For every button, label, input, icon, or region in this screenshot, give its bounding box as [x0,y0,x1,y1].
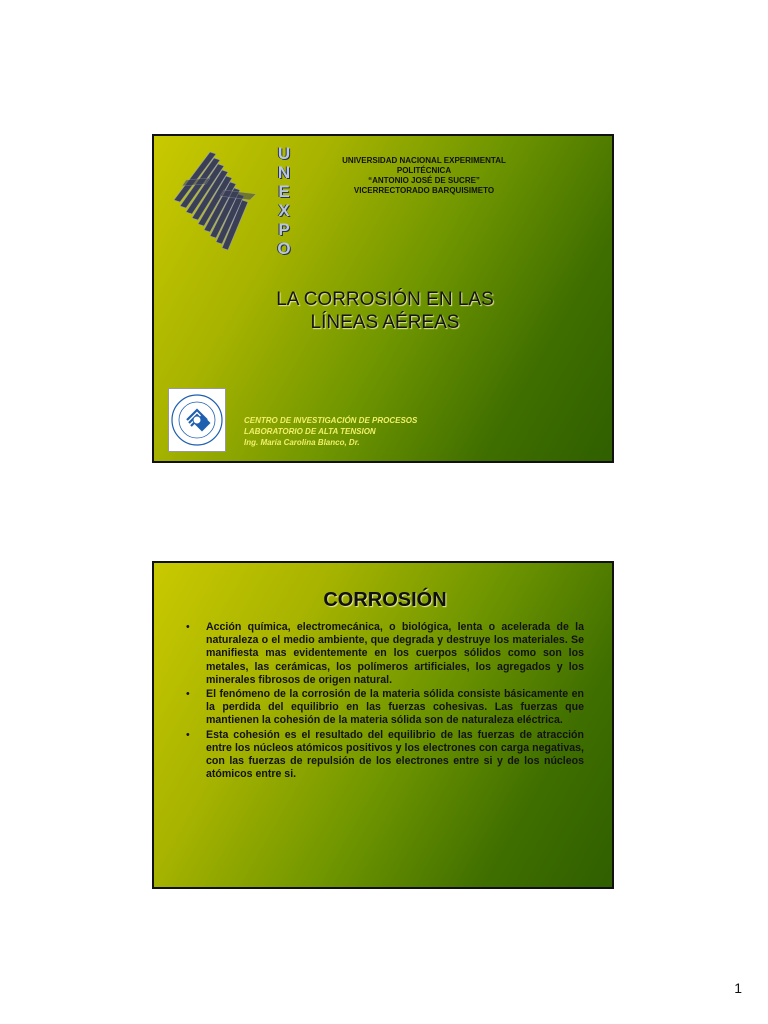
lab-credit-line: LABORATORIO DE ALTA TENSION [244,427,376,436]
university-header-line: “ANTONIO JOSÉ DE SUCRE” [368,176,480,185]
bullet-text: Acción química, electromecánica, o biológica, lenta o acelerada de la naturaleza o el medio ambiente, que degrada y destruye los materiales. Se manifiesta mas evidentemente en los cuerpos sólidos como son los metales, las cerámicas, los polímeros artificiales, los agregados y los minerales fibrosos de origen natural. [206,621,584,686]
lab-credit-line: Ing. María Carolina Blanco, Dr. [244,438,360,447]
bullet-text: Esta cohesión es el resultado del equilibrio de las fuerzas de atracción entre los núcleos atómicos positivos y los electrones con carga negativas, con las fuerzas de repulsión de los electrones entre si y de los núcleos atómicos entre si. [206,728,584,781]
lab-seal-logo-icon [168,388,226,452]
unexpo-letter: U [277,144,291,163]
slide-title [152,134,614,463]
unexpo-wave-logo-icon [166,150,266,254]
lab-credits [244,415,544,448]
unexpo-letter: O [277,239,291,258]
bullet-item [186,688,584,728]
lab-credit-line: CENTRO DE INVESTIGACIÓN DE PROCESOS [244,416,418,425]
university-header-line: POLITÉCNICA [396,166,452,175]
bullet-item [186,728,584,782]
bullet-marker: • [186,688,190,701]
bullet-list [186,621,584,782]
presentation-title-line: LÍNEAS AÉREAS [310,312,460,333]
bullet-marker: • [186,728,190,741]
unexpo-letter: X [278,201,290,220]
slide-title-heading: CORROSIÓN [323,589,447,611]
university-header-line: VICERRECTORADO BARQUISIMETO [353,186,495,195]
bullet-text: El fenómeno de la corrosión de la materia sólida consiste básicamente en la perdida del equilibrio en las fuerzas cohesivas. Las fuerzas que mantienen la cohesión de la materia sólida son de naturaleza eléctrica. [206,688,584,727]
unexpo-letter: E [278,182,290,201]
unexpo-logo-text [275,144,293,258]
bullet-item [186,621,584,687]
bullet-marker: • [186,621,190,633]
page-number: 1 [734,980,742,996]
university-header-line: UNIVERSIDAD NACIONAL EXPERIMENTAL [342,156,506,165]
presentation-title-line: LA CORROSIÓN EN LAS [276,289,494,310]
university-header [304,156,544,196]
presentation-title [214,288,556,334]
slide-corrosion [152,561,614,889]
unexpo-letter: P [278,220,290,239]
unexpo-letter: N [277,163,291,182]
